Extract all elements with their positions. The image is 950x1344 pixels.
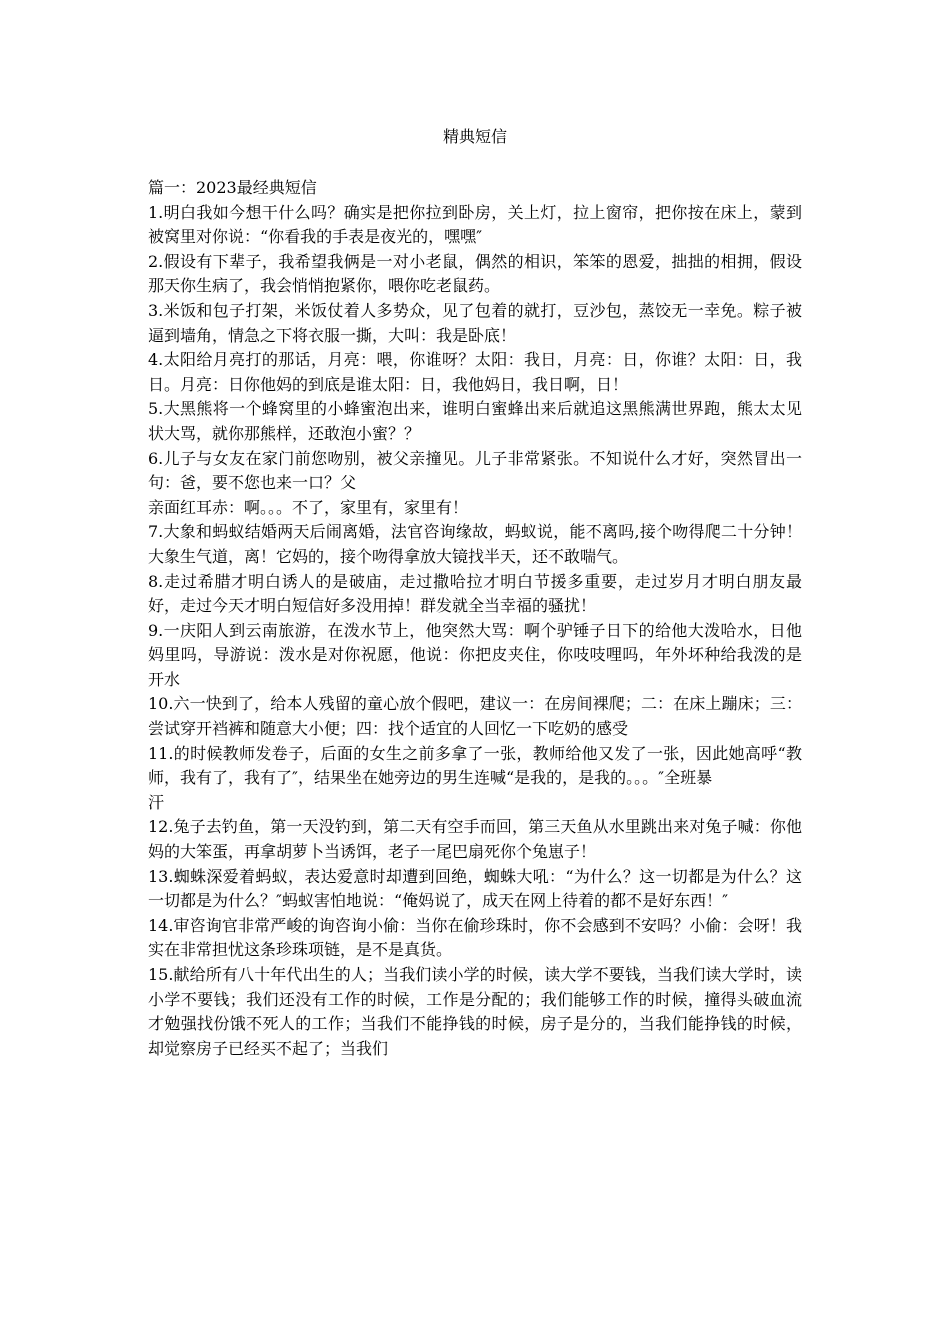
paragraph: 汗 <box>148 792 165 812</box>
paragraph: 亲面红耳赤：啊。。。不了，家里有，家里有！ <box>148 497 469 517</box>
page-title: 精典短信 <box>442 127 507 146</box>
paragraph: 5.大黑熊将一个蜂窝里的小蜂蜜泡出来，谁明白蜜蜂出来后就追这黑熊满世界跑，熊太太见状大骂，就你那熊样，还敢泡小蜜？？ <box>148 399 802 443</box>
paragraph: 4.太阳给月亮打的那话，月亮：喂，你谁呀？太阳：我日，月亮：日，你谁？太阳：日，我日。月亮：日你他妈的到底是谁太阳：日，我他妈日，我日啊，日！ <box>148 350 802 394</box>
paragraph: 3.米饭和包子打架，米饭仗着人多势众，见了包着的就打，豆沙包，蒸饺无一幸免。粽子被逼到墙角，情急之下将衣服一撕，大叫：我是卧底！ <box>148 300 802 345</box>
paragraph: 10.六一快到了，给本人残留的童心放个假吧，建议一：在房间裸爬；二：在床上蹦床；三：尝试穿开裆裤和随意大小便；四：找个适宜的人回忆一下吃奶的感受 <box>148 694 802 739</box>
paragraph: 11.的时候教师发卷子，后面的女生之前多拿了一张，教师给他又发了一张，因此她高呼“教师，我有了，我有了″，结果坐在她旁边的男生连喊“是我的，是我的。。。″全班暴 <box>148 743 802 788</box>
paragraph: 8.走过希腊才明白诱人的是破庙，走过撒哈拉才明白节援多重要，走过岁月才明白朋友最好，走过今天才明白短信好多没用掉！群发就全当幸福的骚扰！ <box>148 571 802 616</box>
paragraph: 7.大象和蚂蚁结婚两天后闹离婚，法官咨询缘故，蚂蚁说，能不离吗,接个吻得爬二十分钟！大象生气道，离！它妈的，接个吻得拿放大镜找半天，还不敢喘气。 <box>148 522 802 566</box>
paragraph: 9.一庆阳人到云南旅游，在泼水节上，他突然大骂：啊个驴锤子日下的给他大泼哈水，日他妈里吗，导游说：泼水是对你祝愿，他说：你把皮夹住，你吱吱哩吗，年外坏种给我泼的是开水 <box>148 620 802 689</box>
paragraph: 15.献给所有八十年代出生的人；当我们读小学的时候，读大学不要钱，当我们读大学时，读小学不要钱；我们还没有工作的时候，工作是分配的；我们能够工作的时候，撞得头破血流才勉强找份饿不死人的工作；当我们不能挣钱的时候，房子是分的，当我们能挣钱的时候，却觉察房子已经买不起了；当我们 <box>148 965 802 1058</box>
section-heading: 篇一：2023最经典短信 <box>148 178 317 197</box>
paragraph: 6.儿子与女友在家门前您吻别，被父亲撞见。儿子非常紧张。不知说什么才好，突然冒出一句：爸，要不您也来一口？父 <box>148 448 802 493</box>
paragraph: 14.审咨询官非常严峻的询咨询小偷：当你在偷珍珠时，你不会感到不安吗？小偷：会呀！我实在非常担忧这条珍珠项链，是不是真货。 <box>148 915 802 960</box>
document-body <box>148 176 802 1061</box>
paragraph: 2.假设有下辈子，我希望我俩是一对小老鼠，偶然的相识，笨笨的恩爱，拙拙的相拥，假设那天你生病了，我会悄悄抱紧你，喂你吃老鼠药。 <box>148 251 802 296</box>
paragraph: 12.兔子去钓鱼，第一天没钓到，第二天有空手而回，第三天鱼从水里跳出来对兔子喊：你他妈的大笨蛋，再拿胡萝卜当诱饵，老子一尾巴扇死你个兔崽子！ <box>148 817 802 862</box>
paragraph: 1.明白我如今想干什么吗？确实是把你拉到卧房，关上灯，拉上窗帘，把你按在床上，蒙到被窝里对你说：“你看我的手表是夜光的，嘿嘿″ <box>148 202 802 247</box>
paragraph: 13.蜘蛛深爱着蚂蚁，表达爱意时却遭到回绝，蜘蛛大吼：“为什么？这一切都是为什么？这一切都是为什么？″蚂蚁害怕地说：“俺妈说了，成天在网上待着的都不是好东西！″ <box>148 866 802 911</box>
